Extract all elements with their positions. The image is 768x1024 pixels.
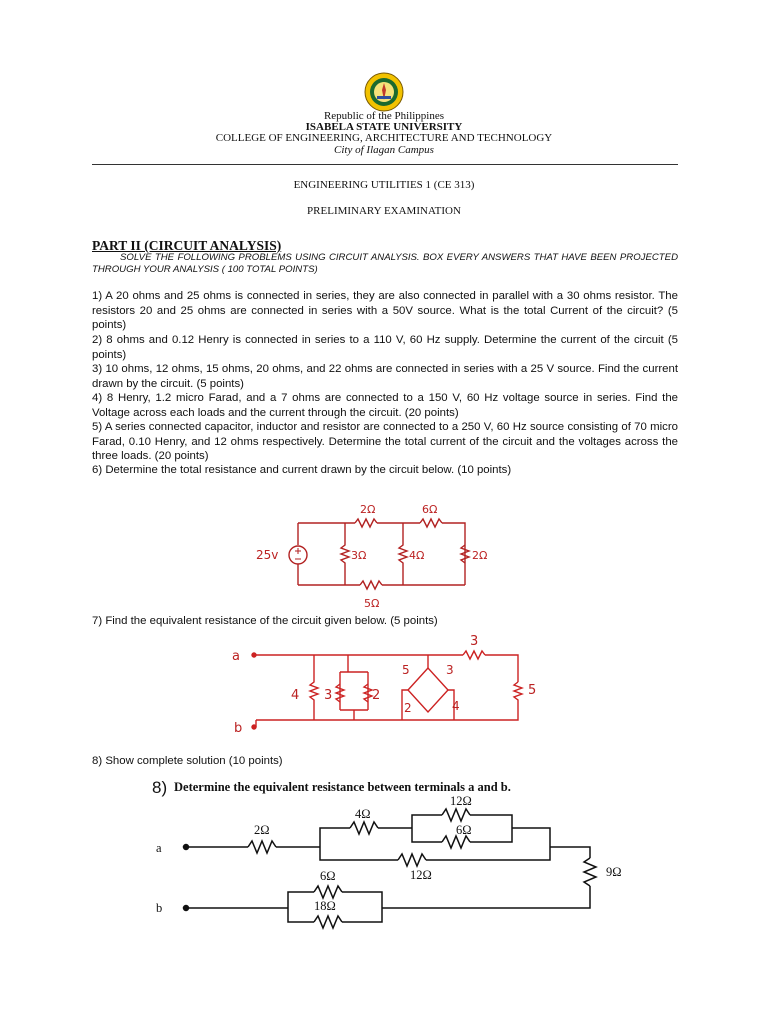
fig8-heading-number: 8) — [152, 778, 168, 797]
question-number: 7) — [92, 615, 103, 627]
fig7-label-r3-top: 3 — [470, 634, 479, 649]
question-number: 1) — [92, 290, 103, 302]
header-republic: Republic of the Philippines — [323, 110, 445, 122]
question-number: 8) — [92, 755, 103, 767]
question-number: 3) — [92, 363, 103, 375]
fig8-label-r18: 18Ω — [314, 899, 336, 913]
figure-7-circuit — [218, 632, 550, 752]
question-text: A series connected capacitor, inductor and resistor are connected to a 250 V, 60 Hz source consisting of 70 micro Farad, 0.10 Henry, and 12 ohms respectively. Determine the total current of the circuit and the voltages across the three loads. (20 points) — [92, 421, 678, 462]
fig6-label-r-bottom: 5Ω — [364, 597, 380, 610]
fig8-label-r2: 2Ω — [254, 823, 270, 837]
question-4 — [92, 391, 678, 420]
instructions — [92, 252, 678, 276]
fig6-label-r-top1: 2Ω — [360, 503, 376, 516]
fig8-label-r6-top: 6Ω — [456, 823, 472, 837]
fig7-label-a: a — [232, 649, 240, 664]
fig8-label-b: b — [156, 901, 163, 915]
fig7-label-r4: 4 — [291, 688, 300, 703]
fig7-label-r4-diamond: 4 — [452, 699, 460, 713]
question-text: Determine the total resistance and current drawn by the circuit below. (10 points) — [105, 464, 512, 476]
part-title: PART II (CIRCUIT ANALYSIS) — [92, 238, 282, 253]
header-college: COLLEGE OF ENGINEERING, ARCHITECTURE AND TECHNOLOGY — [215, 132, 553, 144]
fig7-label-b: b — [234, 721, 243, 736]
course-title: ENGINEERING UTILITIES 1 (CE 313) — [293, 179, 475, 191]
question-number: 2) — [92, 334, 103, 346]
question-3 — [92, 362, 678, 391]
fig7-label-r5-diamond: 5 — [402, 663, 410, 677]
question-8 — [92, 754, 678, 769]
question-number: 6) — [92, 464, 103, 476]
question-5 — [92, 420, 678, 464]
fig6-label-r-top2: 6Ω — [422, 503, 438, 516]
question-number: 5) — [92, 421, 103, 433]
question-text: Show complete solution (10 points) — [105, 755, 283, 767]
question-text: Find the equivalent resistance of the circuit given below. (5 points) — [105, 615, 438, 627]
fig6-label-r-v3: 2Ω — [472, 549, 488, 562]
fig7-label-r3: 3 — [324, 688, 333, 703]
fig7-label-r5: 5 — [528, 683, 537, 698]
instructions-text: SOLVE THE FOLLOWING PROBLEMS USING CIRCUIT ANALYSIS. BOX EVERY ANSWERS THAT HAVE BEEN PROJECTED THROUGH YOUR ANALYSIS ( 100 TOTAL POINTS) — [92, 252, 678, 275]
fig8-label-r6-bottom: 6Ω — [320, 869, 336, 883]
fig7-label-r2: 2 — [372, 688, 381, 703]
fig8-label-r12-mid: 12Ω — [410, 868, 432, 882]
fig7-label-r3-diamond: 3 — [446, 663, 454, 677]
fig8-label-a: a — [156, 841, 162, 855]
university-seal-logo — [364, 72, 404, 112]
question-7 — [92, 614, 678, 629]
question-6 — [92, 463, 678, 478]
fig6-label-source: 25v — [256, 548, 279, 562]
figure-6-circuit — [250, 493, 520, 615]
question-text: 8 ohms and 0.12 Henry is connected in series to a 110 V, 60 Hz supply. Determine the current of the circuit (5 points) — [92, 334, 678, 361]
question-text: A 20 ohms and 25 ohms is connected in series, they are also connected in parallel with a 30 ohms resistor. The resistors 20 and 25 ohms are connected in series with a 50V source. What is the total Current of the circuit? (5 points) — [92, 290, 678, 331]
fig6-label-r-v1: 3Ω — [351, 549, 367, 562]
question-2 — [92, 333, 678, 362]
fig8-heading: Determine the equivalent resistance between terminals a and b. — [174, 780, 511, 794]
figure-8-circuit — [150, 770, 642, 942]
fig8-label-r9: 9Ω — [606, 865, 622, 879]
question-1 — [92, 289, 678, 333]
fig7-label-r2-diamond: 2 — [404, 701, 412, 715]
header-divider — [92, 164, 678, 165]
header-university: ISABELA STATE UNIVERSITY — [305, 121, 463, 133]
header-campus: City of Ilagan Campus — [334, 144, 434, 156]
fig6-label-r-v2: 4Ω — [409, 549, 425, 562]
question-text: 10 ohms, 12 ohms, 15 ohms, 20 ohms, and 22 ohms are connected in series with a 25 V source. Find the current drawn by the circuit. (5 points) — [92, 363, 678, 390]
fig8-label-r4: 4Ω — [355, 807, 371, 821]
question-number: 4) — [92, 392, 103, 404]
exam-title: PRELIMINARY EXAMINATION — [307, 205, 461, 217]
fig8-label-r12-top: 12Ω — [450, 794, 472, 808]
question-text: 8 Henry, 1.2 micro Farad, and a 7 ohms are connected to a 150 V, 60 Hz voltage source in series. Find the Voltage across each loads and the current through the circuit. (20 points) — [92, 392, 678, 419]
